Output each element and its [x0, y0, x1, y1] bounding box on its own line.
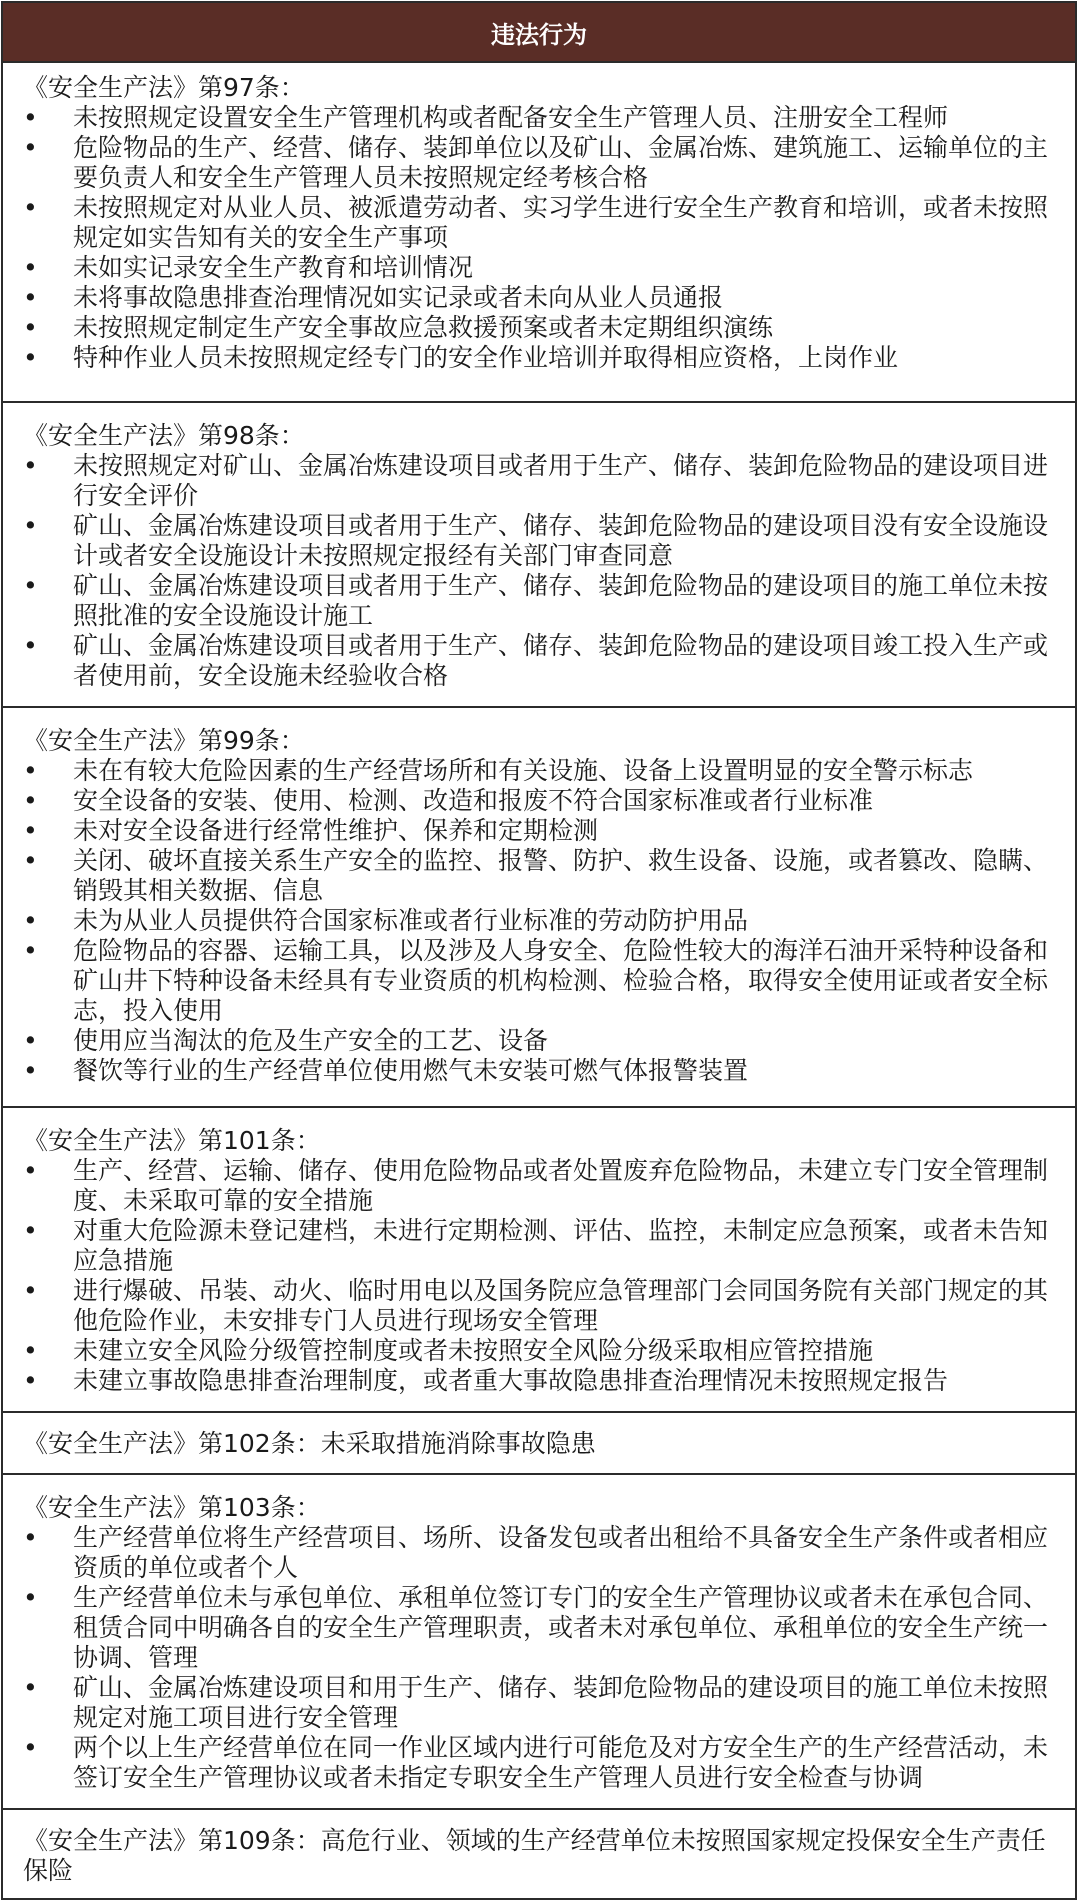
section-title: 《安全生产法》第98条：: [23, 421, 305, 450]
list-item: • 未对安全设备进行经常性维护、保养和定期检测: [23, 816, 599, 845]
list-item: • 矿山、金属冶炼建设项目或者用于生产、储存、装卸危险物品的建设项目竣工投入生产或者使用前，安全设施未经验收合格: [23, 631, 1049, 690]
list-item: • 关闭、破坏直接关系生产安全的监控、报警、防护、救生设备、设施，或者篡改、隐瞒、销毁其相关数据、信息: [23, 846, 1049, 905]
list-item: • 生产经营单位将生产经营项目、场所、设备发包或者出租给不具备安全生产条件或者相应资质的单位或者个人: [23, 1523, 1049, 1582]
section-article-98: [3, 403, 1075, 708]
list-item: • 未为从业人员提供符合国家标准或者行业标准的劳动防护用品: [23, 906, 749, 935]
list-item: • 未按照规定设置安全生产管理机构或者配备安全生产管理人员、注册安全工程师: [23, 103, 949, 132]
list-item: • 危险物品的生产、经营、储存、装卸单位以及矿山、金属冶炼、建筑施工、运输单位的主要负责人和安全生产管理人员未按照规定经考核合格: [23, 133, 1049, 192]
list-item: • 未将事故隐患排查治理情况如实记录或者未向从业人员通报: [23, 283, 724, 312]
list-item: • 两个以上生产经营单位在同一作业区域内进行可能危及对方安全生产的生产经营活动，未签订安全生产管理协议或者未指定专职安全生产管理人员进行安全检查与协调: [23, 1733, 1049, 1792]
section-article-109: [3, 1810, 1075, 1898]
item-list: [23, 1523, 1055, 1793]
section-title: 《安全生产法》第97条：: [23, 73, 305, 102]
table-header: [3, 3, 1075, 63]
list-item: • 特种作业人员未按照规定经专门的安全作业培训并取得相应资格，上岗作业: [23, 343, 899, 372]
list-item: • 矿山、金属冶炼建设项目或者用于生产、储存、装卸危险物品的建设项目的施工单位未按照批准的安全设施设计施工: [23, 571, 1049, 630]
section-article-102: [3, 1413, 1075, 1475]
section-title: 《安全生产法》第102条：未采取措施消除事故隐患: [23, 1429, 596, 1458]
list-item: • 进行爆破、吊装、动火、临时用电以及国务院应急管理部门会同国务院有关部门规定的其他危险作业，未安排专门人员进行现场安全管理: [23, 1276, 1049, 1335]
section-article-99: [3, 708, 1075, 1108]
list-item: • 矿山、金属冶炼建设项目和用于生产、储存、装卸危险物品的建设项目的施工单位未按照规定对施工项目进行安全管理: [23, 1673, 1049, 1732]
item-list: [23, 1156, 1055, 1396]
list-item: • 未建立安全风险分级管控制度或者未按照安全风险分级采取相应管控措施: [23, 1336, 874, 1365]
section-title: 《安全生产法》第101条：: [23, 1126, 321, 1155]
item-list: [23, 103, 1055, 373]
list-item: • 未按照规定对从业人员、被派遣劳动者、实习学生进行安全生产教育和培训，或者未按照规定如实告知有关的安全生产事项: [23, 193, 1049, 252]
section-title: 《安全生产法》第99条：: [23, 726, 305, 755]
list-item: • 未建立事故隐患排查治理制度，或者重大事故隐患排查治理情况未按照规定报告: [23, 1366, 949, 1395]
item-list: [23, 756, 1055, 1086]
list-item: • 对重大危险源未登记建档，未进行定期检测、评估、监控，未制定应急预案，或者未告知应急措施: [23, 1216, 1049, 1275]
item-list: [23, 451, 1055, 691]
section-title: 《安全生产法》第109条：高危行业、领域的生产经营单位未按照国家规定投保安全生产责任保险: [23, 1826, 1046, 1885]
header-title: 违法行为: [491, 20, 587, 49]
list-item: • 安全设备的安装、使用、检测、改造和报废不符合国家标准或者行业标准: [23, 786, 874, 815]
violations-table: [1, 1, 1077, 1900]
list-item: • 生产经营单位未与承包单位、承租单位签订专门的安全生产管理协议或者未在承包合同、租赁合同中明确各自的安全生产管理职责，或者未对承包单位、承租单位的安全生产统一协调、管理: [23, 1583, 1049, 1672]
section-article-101: [3, 1108, 1075, 1413]
list-item: • 危险物品的容器、运输工具，以及涉及人身安全、危险性较大的海洋石油开采特种设备和矿山井下特种设备未经具有专业资质的机构检测、检验合格，取得安全使用证或者安全标志，投入使用: [23, 936, 1049, 1025]
list-item: • 未在有较大危险因素的生产经营场所和有关设施、设备上设置明显的安全警示标志: [23, 756, 974, 785]
section-article-97: [3, 63, 1075, 403]
list-item: • 未按照规定对矿山、金属冶炼建设项目或者用于生产、储存、装卸危险物品的建设项目进行安全评价: [23, 451, 1049, 510]
section-article-103: [3, 1475, 1075, 1810]
list-item: • 未按照规定制定生产安全事故应急救援预案或者未定期组织演练: [23, 313, 774, 342]
list-item: • 使用应当淘汰的危及生产安全的工艺、设备: [23, 1026, 549, 1055]
section-title: 《安全生产法》第103条：: [23, 1493, 321, 1522]
list-item: • 生产、经营、运输、储存、使用危险物品或者处置废弃危险物品，未建立专门安全管理制度、未采取可靠的安全措施: [23, 1156, 1049, 1215]
list-item: • 矿山、金属冶炼建设项目或者用于生产、储存、装卸危险物品的建设项目没有安全设施设计或者安全设施设计未按照规定报经有关部门审查同意: [23, 511, 1049, 570]
list-item: • 未如实记录安全生产教育和培训情况: [23, 253, 474, 282]
list-item: • 餐饮等行业的生产经营单位使用燃气未安装可燃气体报警装置: [23, 1056, 749, 1085]
